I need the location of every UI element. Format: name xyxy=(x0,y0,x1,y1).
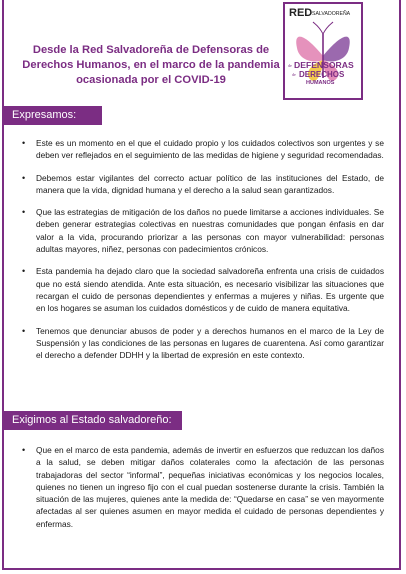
bullet-icon: • xyxy=(22,266,26,277)
list-item: • Que en el marco de esta pandemia, además de invertir en esfuerzos que reduzcan los daños a la salud, se deben mitigar daños colaterales como la afectación de las personas trabajadoras del sector “informal”, pequeñas iniciativas económicas y los negocios locales, quienes no tienen un ingreso fijo con el cual puedan sostenerse durante la crisis. También la situación de las mujeres, quienes ante la medida de: “Quedarse en casa” se ven mayormente afectadas al ser quienes asumen en mayor medida el cuidado de personas dependientes y enfermas. xyxy=(22,445,384,529)
bullet-icon: • xyxy=(22,445,26,455)
logo-salvadorena-text: SALVADOREÑA xyxy=(312,11,351,17)
exigimos-list xyxy=(20,444,384,540)
list-item: • Tenemos que denunciar abusos de poder y a derechos humanos en el marco de la Ley de Suspensión y las condiciones de las personas en lugares de cuarentena. Así como garantizar el derecho a defender DDHH y la libertad de expresión en este contexto. xyxy=(22,325,384,361)
section-heading-exigimos: Exigimos al Estado salvadoreño: xyxy=(4,411,182,430)
logo-defensoras-text: DEFENSORAS xyxy=(294,60,354,70)
list-item: • Este es un momento en el que el cuidado propio y los cuidados colectivos son urgentes y se deben ver reflejados en el seguimiento de las medidas de higiene y seguridad recomendadas. xyxy=(22,138,384,161)
svg-text:de: de xyxy=(292,72,296,77)
bullet-icon: • xyxy=(22,172,26,183)
bullet-icon: • xyxy=(22,138,26,148)
svg-text:de: de xyxy=(288,63,292,68)
expresamos-list xyxy=(20,137,384,371)
list-item: • Esta pandemia ha dejado claro que la sociedad salvadoreña enfrenta una crisis de cuidados que no está siendo atendida. Ante esta situación, es necesario visibilizar las situaciones que recargan el cuido de personas dependientes y enfermas a mujeres y niñas. Es urgente que en los hogares se asuman los cuidados domésticos y de cuido de manera equitativa. xyxy=(22,266,384,314)
list-item: • Que las estrategias de mitigación de los daños no puede limitarse a acciones individuales. Se deben generar estrategias colectivas en nuestras comunidades que pongan énfasis en dar valor a la vida, procurando priorizar a las personas con mayor vulnerabilidad: personas adultas mayores, niñez, personas con padecimientos crónicos. xyxy=(22,207,384,255)
logo-derechos-text: DERECHOS xyxy=(299,70,345,79)
butterfly-logo-icon xyxy=(285,4,361,98)
logo-red-text: RED xyxy=(289,7,313,19)
page-title: Desde la Red Salvadoreña de Defensoras de Derechos Humanos, en el marco de la pandemia ocasionada por el COVID-19 xyxy=(22,44,280,86)
section-heading-expresamos: Expresamos: xyxy=(4,106,102,125)
list-item: • Debemos estar vigilantes del correcto actuar político de las instituciones del Estado, de manera que la vida, dignidad humana y el derecho a la salud sean garantizados. xyxy=(22,172,384,195)
bullet-icon: • xyxy=(22,325,26,336)
logo-humanos-text: HUMANOS xyxy=(306,80,335,86)
red-salvadorena-logo xyxy=(283,2,363,100)
bullet-icon: • xyxy=(22,207,26,218)
